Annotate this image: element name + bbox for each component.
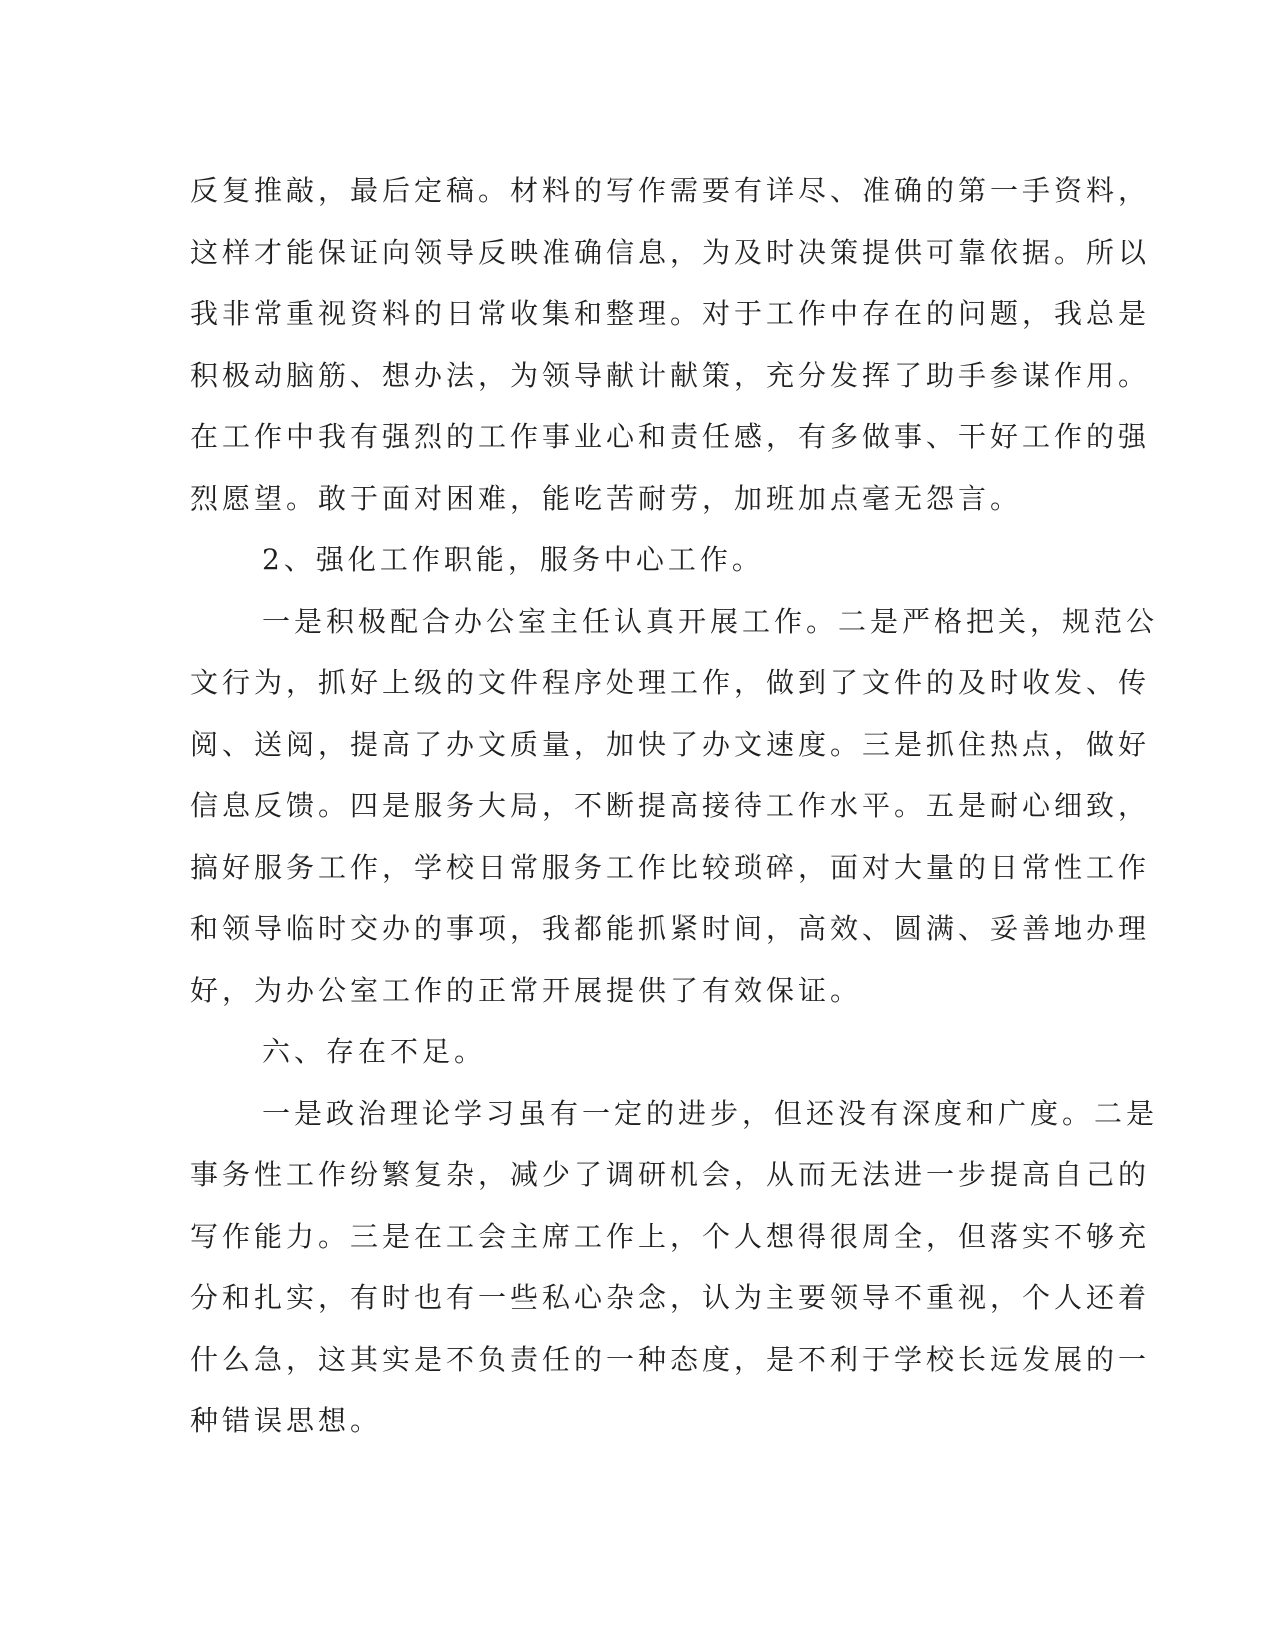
text-line: 我非常重视资料的日常收集和整理。对于工作中存在的问题，我总是 bbox=[190, 297, 1151, 330]
text-line: 分和扎实，有时也有一些私心杂念，认为主要领导不重视，个人还着 bbox=[190, 1281, 1151, 1314]
text-line: 种错误思想。 bbox=[190, 1404, 383, 1437]
text-line: 一是政治理论学习虽有一定的进步，但还没有深度和广度。二是 bbox=[262, 1096, 1159, 1130]
text-line: 什么急，这其实是不负责任的一种态度，是不利于学校长远发展的一 bbox=[190, 1342, 1151, 1376]
text-line: 文行为，抓好上级的文件程序处理工作，做到了文件的及时收发、传 bbox=[190, 666, 1151, 699]
text-line: 写作能力。三是在工会主席工作上，个人想得很周全，但落实不够充 bbox=[190, 1219, 1151, 1253]
text-line: 和领导临时交办的事项，我都能抓紧时间，高效、圆满、妥善地办理 bbox=[190, 912, 1151, 945]
text-line: 烈愿望。敢于面对困难，能吃苦耐劳，加班加点毫无怨言。 bbox=[190, 481, 1023, 515]
text-line: 一是积极配合办公室主任认真开展工作。二是严格把关，规范公 bbox=[262, 604, 1159, 638]
text-line: 在工作中我有强烈的工作事业心和责任感，有多做事、干好工作的强 bbox=[190, 420, 1151, 453]
section-heading: 六、存在不足。 bbox=[262, 1035, 487, 1068]
body-text bbox=[190, 160, 1159, 1452]
text-line: 反复推敲，最后定稿。材料的写作需要有详尽、准确的第一手资料， bbox=[190, 174, 1151, 207]
text-line: 这样才能保证向领导反映准确信息，为及时决策提供可靠依据。所以 bbox=[190, 235, 1151, 269]
text-line: 好，为办公室工作的正常开展提供了有效保证。 bbox=[190, 973, 863, 1007]
text-line: 事务性工作纷繁复杂，减少了调研机会，从而无法进一步提高自己的 bbox=[190, 1158, 1151, 1191]
section-heading: 2、强化工作职能，服务中心工作。 bbox=[262, 543, 764, 576]
text-line: 积极动脑筋、想办法，为领导献计献策，充分发挥了助手参谋作用。 bbox=[190, 358, 1151, 392]
text-line: 信息反馈。四是服务大局，不断提高接待工作水平。五是耐心细致， bbox=[190, 789, 1151, 822]
text-line: 搞好服务工作，学校日常服务工作比较琐碎，面对大量的日常性工作 bbox=[190, 850, 1151, 884]
text-line: 阅、送阅，提高了办文质量，加快了办文速度。三是抓住热点，做好 bbox=[190, 727, 1151, 761]
